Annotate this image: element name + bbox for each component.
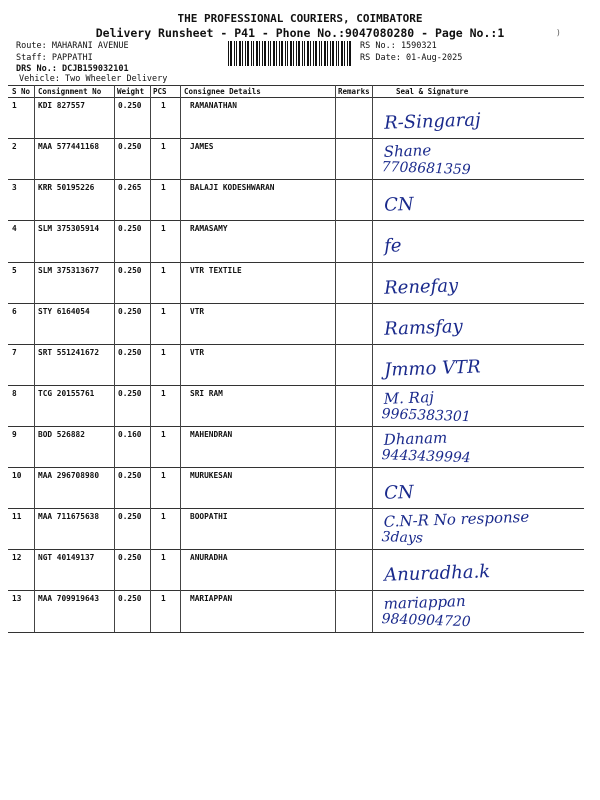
cell-consignment: SLM 375305914 [38,224,100,233]
cell-consignee: RAMANATHAN [190,101,237,110]
cell-consignee: VTR [190,307,205,316]
cell-sno: 4 [12,224,17,233]
signature-text: mariappan [383,591,466,613]
cell-consignment: SLM 375313677 [38,266,100,275]
signature [376,426,581,471]
cell-consignment: KRR 50195226 [38,183,95,192]
cell-weight: 0.250 [118,142,142,151]
cell-consignee: MARIAPPAN [190,594,233,603]
header-weight: Weight [117,87,145,96]
signature [376,220,581,265]
cell-consignment: MAA 711675638 [38,512,100,521]
cell-consignment: KDI 827557 [38,101,85,110]
cell-weight: 0.250 [118,348,142,357]
cell-consignee: BOOPATHI [190,512,228,521]
cell-consignment: MAA 296708980 [38,471,100,480]
staff-label: Staff: PAPPATHI [16,53,93,63]
signature [376,590,581,635]
cell-consignee: BALAJI KODESHWARAN [190,183,275,192]
cell-consignment: NGT 40149137 [38,553,95,562]
vehicle-label: Vehicle: Two Wheeler Delivery [19,74,168,84]
rs-no-label: RS No.: 1590321 [360,41,437,51]
signature [376,97,581,142]
cell-consignee: SRI RAM [190,389,223,398]
cell-weight: 0.250 [118,594,142,603]
cell-consignment: MAA 709919643 [38,594,100,603]
signature-text: Dhanam [383,428,448,449]
signature-text: Ramsfay [383,316,464,340]
signature-text: C.N-R No response [383,507,530,531]
signature-text: 3days [381,529,424,547]
runsheet-title: Delivery Runsheet - P41 - Phone No.:9047080280 - Page No.:1 [95,26,505,40]
cell-consignee: VTR TEXTILE [190,266,242,275]
signature-text: fe [383,235,402,257]
cell-sno: 12 [12,553,22,562]
cell-pcs: 1 [161,183,166,192]
signature-text: 7708681359 [381,159,471,179]
column-divider [34,85,35,632]
cell-consignment: SRT 551241672 [38,348,100,357]
barcode [228,41,352,66]
column-divider [114,85,115,632]
cell-weight: 0.265 [118,183,142,192]
cell-pcs: 1 [161,224,166,233]
cell-pcs: 1 [161,512,166,521]
cell-pcs: 1 [161,594,166,603]
cell-weight: 0.250 [118,307,142,316]
signature-text: CN [383,193,415,216]
cell-sno: 8 [12,389,17,398]
column-divider [180,85,181,632]
header-sno: S No [12,87,31,96]
cell-weight: 0.250 [118,553,142,562]
cell-sno: 3 [12,183,17,192]
cell-weight: 0.250 [118,266,142,275]
signature-text: Anuradha.k [383,561,491,586]
header-pcs: PCS [153,87,167,96]
cell-pcs: 1 [161,430,166,439]
cell-weight: 0.250 [118,389,142,398]
signature-text: R-Singaraj [383,109,481,134]
cell-pcs: 1 [161,266,166,275]
cell-sno: 7 [12,348,17,357]
cell-sno: 9 [12,430,17,439]
cell-sno: 1 [12,101,17,110]
cell-sno: 10 [12,471,22,480]
cell-consignee: RAMASAMY [190,224,228,233]
cell-weight: 0.250 [118,101,142,110]
cell-sno: 5 [12,266,17,275]
cell-consignment: BOD 526882 [38,430,85,439]
column-divider [150,85,151,632]
cell-consignee: VTR [190,348,205,357]
route-label: Route: MAHARANI AVENUE [16,41,129,51]
cell-pcs: 1 [161,307,166,316]
signature-text: Renefay [383,275,459,299]
signature [376,179,581,224]
cell-sno: 13 [12,594,22,603]
signature-text: 9965383301 [381,406,471,426]
drs-label: DRS No.: DCJB159032101 [16,64,129,74]
signature [376,262,581,307]
header-consignee: Consignee Details [184,87,261,96]
cell-pcs: 1 [161,101,166,110]
cell-consignment: MAA 577441168 [38,142,100,151]
company-title: THE PROFESSIONAL COURIERS, COIMBATORE [177,12,423,25]
signature [376,303,581,348]
header-consignment: Consignment No [38,87,102,96]
signature [376,385,581,430]
cell-sno: 11 [12,512,22,521]
cell-consignee: MAHENDRAN [190,430,233,439]
cell-weight: 0.250 [118,471,142,480]
column-divider [335,85,336,632]
cell-pcs: 1 [161,389,166,398]
cell-consignee: ANURADHA [190,553,228,562]
cell-pcs: 1 [161,142,166,151]
signature-text: 9443439994 [381,447,471,467]
table-top-border [8,85,584,86]
header-remarks: Remarks [338,87,370,96]
cell-weight: 0.160 [118,430,142,439]
signature-text: 9840904720 [381,611,471,631]
signature-text: CN [383,481,415,504]
signature [376,549,581,594]
rs-date-label: RS Date: 01-Aug-2025 [360,53,463,63]
cell-pcs: 1 [161,553,166,562]
cell-weight: 0.250 [118,512,142,521]
corner-mark: ) [556,28,561,37]
cell-weight: 0.250 [118,224,142,233]
signature [376,138,581,183]
signature-text: Jmmo VTR [383,356,481,381]
header-seal: Seal & Signature [396,87,469,96]
cell-consignee: JAMES [190,142,214,151]
signature [376,344,581,389]
cell-sno: 2 [12,142,17,151]
signature-text: Shane [383,141,432,161]
column-divider [372,85,373,632]
signature [376,467,581,512]
cell-pcs: 1 [161,348,166,357]
cell-consignment: TCG 20155761 [38,389,95,398]
cell-consignment: STY 6164054 [38,307,90,316]
cell-pcs: 1 [161,471,166,480]
signature [376,508,581,553]
signature-text: M. Raj [383,388,435,408]
cell-sno: 6 [12,307,17,316]
cell-consignee: MURUKESAN [190,471,233,480]
